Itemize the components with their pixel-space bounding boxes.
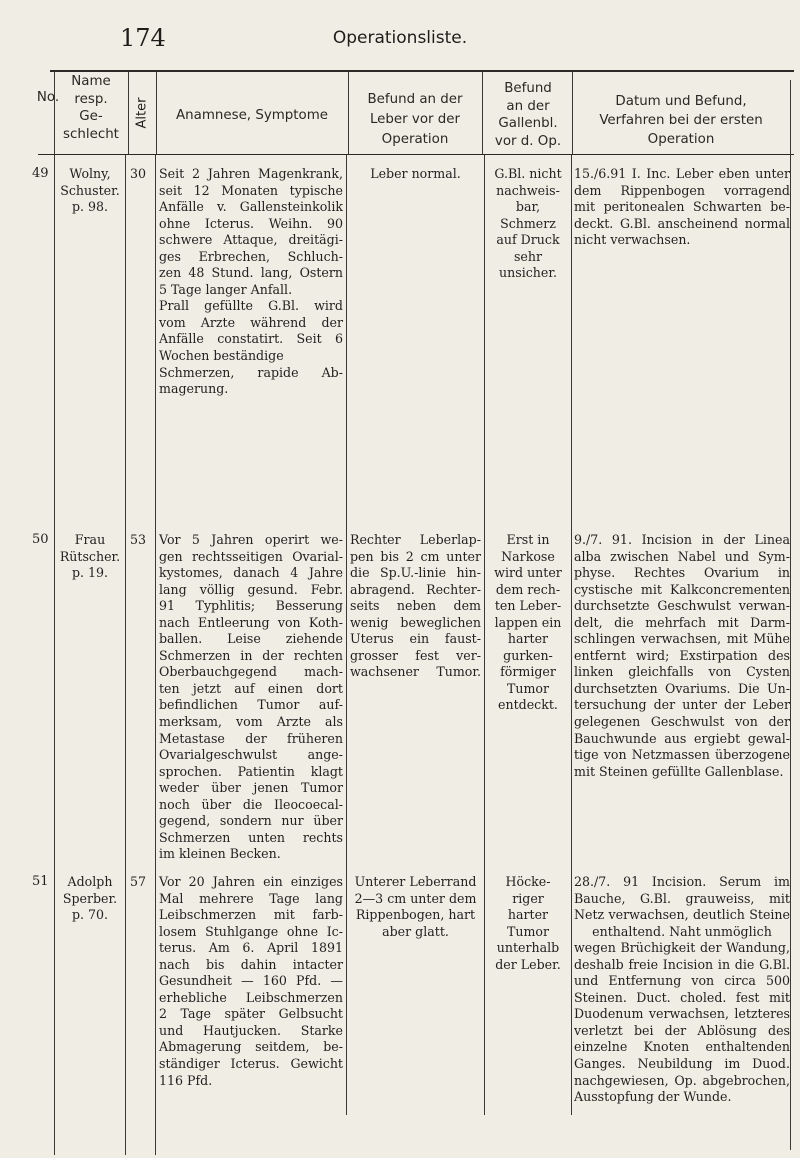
operation-record: 15./6.91 I. Inc. Leber eben unter dem Rippenbogen vorragend mit peritonealen Schwarten be- deckt. G.Bl. anscheinend normal nicht verwachsen. (574, 166, 790, 248)
header-gallbladder: Befund an der Gallenbl. vor d. Op. (494, 81, 562, 149)
row-number: 51 (32, 874, 49, 889)
patient-age: 57 (130, 874, 147, 889)
operation-record: 28./7. 91 Incision. Serum im Bauche, G.Bl. grauweiss, mit Netz verwachsen, deutlich Steine enthaltend. Naht unmöglich wegen Brüchigkeit der Wandung, deshalb freie Incision in die G.Bl. und Entfernung von circa 500 Steinen. Duct. choled. fest mit Duodenum verwachsen, letzteres verletzt bei der Ablösung des einzelne Knoten enthaltenden Ganges. Neubildung im Duod. nachgewiesen, Op. abgebrochen, Ausstopfung der Wunde. (574, 874, 790, 1105)
patient-name: Wolny, Schuster. p. 98. (60, 166, 120, 215)
column-divider (484, 155, 485, 1115)
column-divider (54, 155, 55, 1155)
anamnesis-text: Seit 2 Jahren Magenkrank, seit 12 Monaten typische Anfälle v. Gallensteinkolik ohne Icterus. Weihn. 90 schwere Attaque, dreitägi- ges Erbrechen, Schluch- zen 48 Stund. lang, Ostern 5 Tage langer Anfall. Prall gefüllte G.Bl. wird vom Arzte während der Anfälle constatirt. Seit 6 Wochen beständige Schmerzen, rapide Ab- magerung. (159, 166, 343, 397)
column-divider (54, 72, 55, 154)
column-divider (348, 72, 349, 154)
anamnesis-text: Vor 20 Jahren ein einziges Mal mehrere Tage lang Leibschmerzen mit farb- losem Stuhlgange ohne Ic- terus. Am 6. April 1891 nach bis dahin intacter Gesundheit — 160 Pfd. — erhebliche Leibschmerzen 2 Tage später Gelbsucht und Hautjucken. Starke Abmagerung seitdem, be- ständiger Icterus. Gewicht 116 Pfd. (159, 874, 343, 1088)
page-number: 174 (120, 24, 166, 52)
patient-name: Frau Rütscher. p. 19. (59, 532, 121, 581)
header-no: No. (36, 90, 60, 105)
liver-finding: Leber normal. (370, 166, 461, 181)
gallbladder-finding: G.Bl. nicht nachweis- bar, Schmerz auf Druck sehr unsicher. (494, 166, 562, 281)
header-bottom-rule (38, 154, 794, 155)
header-anamnesis: Anamnese, Symptome (175, 108, 329, 123)
column-divider (572, 72, 573, 154)
column-divider (128, 72, 129, 154)
anamnesis-text: Vor 5 Jahren operirt we- gen rechtsseitigen Ovarial- kystomes, danach 4 Jahre lang völlig gesund. Febr. 91 Typhlitis; Besserung nach Entleerung von Koth- ballen. Leise ziehende Schmerzen in der rechten Oberbauchgegend mach- ten jetzt auf einen dort befindlichen Tumor auf- merksam, vom Arzte als Metastase der früheren Ovarialgeschwulst ange- sprochen. Patientin klagt weder über jenen Tumor noch über die Ileocoecal- gegend, sondern nur über Schmerzen unten rechts im kleinen Becken. (159, 532, 343, 862)
column-divider (155, 155, 156, 1155)
liver-finding: Unterer Leberrand 2—3 cm unter dem Rippenbogen, hart aber glatt. (354, 874, 477, 939)
column-divider (156, 72, 157, 154)
patient-age: 53 (130, 532, 147, 547)
column-divider (571, 155, 572, 1115)
column-divider (482, 72, 483, 154)
header-age: Alter (134, 97, 150, 129)
row-number: 50 (32, 532, 49, 547)
liver-finding: Rechter Leberlap- pen bis 2 cm unter die Sp.U.-linie hin- abragend. Rechter- seits neben dem wenig beweglichen Uterus ein faust- grosser fest ver- wachsener Tumor. (350, 532, 481, 680)
column-divider (346, 155, 347, 1115)
column-divider (125, 155, 126, 1155)
patient-age: 30 (130, 166, 147, 181)
operation-record: 9./7. 91. Incision in der Linea alba zwischen Nabel und Sym- physe. Rechtes Ovarium in cystische mit Kalkconcrementen durchsetzte Geschwulst verwan- delt, die mehrfach mit Darm- schlingen verwachsen, mit Mühe entfernt wird; Exstirpation des linken gleichfalls von Cysten durchsetzten Ovariums. Die Un- tersuchung der unter der Leber gelegenen Geschwulst von der Bauchwunde aus ergiebt gewal- tige von Netzmassen überzogene mit Steinen gefüllte Gallenblase. (574, 532, 790, 779)
table-top-rule (50, 70, 794, 72)
page-title: Operationsliste. (332, 28, 468, 48)
header-name: Name resp. Ge- schlecht (63, 74, 119, 142)
gallbladder-finding: Höcke- riger harter Tumor unterhalb der Leber. (495, 874, 561, 972)
patient-name: Adolph Sperber. p. 70. (62, 874, 118, 923)
column-divider (790, 80, 791, 1150)
header-liver: Befund an der Leber vor der Operation (367, 92, 463, 147)
gallbladder-finding: Erst in Narkose wird unter dem rech- ten Leber- lappen ein harter gurken- förmiger Tumor entdeckt. (494, 532, 562, 713)
row-number: 49 (32, 166, 49, 181)
header-date: Datum und Befund, Verfahren bei der ersten Operation (599, 94, 763, 147)
